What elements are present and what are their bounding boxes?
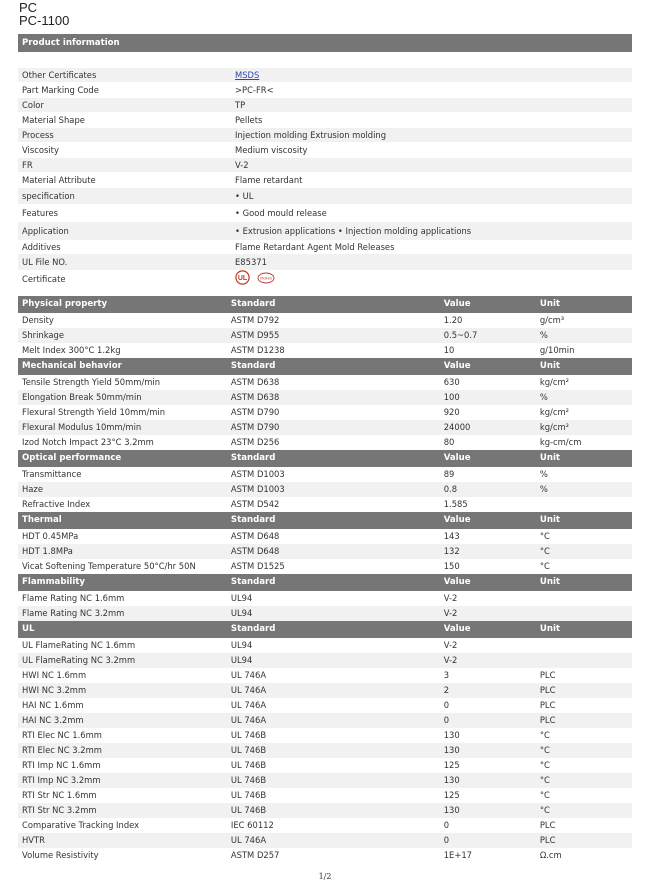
property-standard: ASTM D1003 bbox=[230, 484, 285, 494]
info-row bbox=[18, 222, 632, 240]
document-header bbox=[19, 1, 69, 27]
property-name: UL FlameRating NC 3.2mm bbox=[22, 655, 136, 665]
column-header-unit: Unit bbox=[539, 577, 561, 587]
property-standard: UL 746A bbox=[230, 670, 267, 680]
property-name: RTI Imp NC 3.2mm bbox=[22, 775, 101, 785]
property-row bbox=[18, 743, 632, 758]
property-standard: UL 746A bbox=[230, 715, 267, 725]
property-unit: kg/cm² bbox=[539, 422, 569, 432]
property-row bbox=[18, 390, 632, 405]
property-standard: ASTM D1003 bbox=[230, 469, 285, 479]
property-unit: °C bbox=[539, 546, 550, 556]
info-value: Pellets bbox=[235, 115, 263, 125]
column-header-standard: Standard bbox=[230, 515, 276, 525]
property-value: 130 bbox=[443, 805, 460, 815]
column-header-value: Value bbox=[443, 361, 471, 371]
property-unit: °C bbox=[539, 790, 550, 800]
property-row bbox=[18, 529, 632, 544]
property-unit: % bbox=[539, 484, 548, 494]
property-unit: °C bbox=[539, 745, 550, 755]
property-name: HWI NC 3.2mm bbox=[22, 685, 87, 695]
property-row bbox=[18, 375, 632, 390]
property-name: Shrinkage bbox=[22, 330, 65, 340]
column-header-unit: Unit bbox=[539, 453, 561, 463]
property-standard: UL94 bbox=[230, 640, 253, 650]
property-row bbox=[18, 482, 632, 497]
info-label: Process bbox=[22, 130, 54, 140]
property-row bbox=[18, 773, 632, 788]
property-name: Flame Rating NC 1.6mm bbox=[22, 593, 125, 603]
material-title: PC bbox=[19, 0, 38, 15]
column-header-value: Value bbox=[443, 577, 471, 587]
property-value: 920 bbox=[443, 407, 460, 417]
property-name: Flexural Modulus 10mm/min bbox=[22, 422, 142, 432]
property-value: V-2 bbox=[443, 608, 458, 618]
property-name: Refractive Index bbox=[22, 499, 91, 509]
property-value: 80 bbox=[443, 437, 455, 447]
info-row bbox=[18, 204, 632, 222]
section-header bbox=[18, 512, 632, 529]
svg-text:UL: UL bbox=[237, 275, 248, 283]
property-name: RTI Str NC 1.6mm bbox=[22, 790, 97, 800]
property-value: 0 bbox=[443, 700, 450, 710]
property-unit: Ω.cm bbox=[539, 850, 562, 860]
property-name: Density bbox=[22, 315, 54, 325]
info-label: Certificate bbox=[22, 274, 66, 284]
property-value: 0.8 bbox=[443, 484, 458, 494]
section-title: Thermal bbox=[22, 515, 62, 525]
info-row bbox=[18, 98, 632, 112]
property-name: Volume Resistivity bbox=[22, 850, 99, 860]
property-value: 150 bbox=[443, 561, 460, 571]
property-unit: % bbox=[539, 330, 548, 340]
property-name: RTI Imp NC 1.6mm bbox=[22, 760, 101, 770]
property-name: Flexural Strength Yield 10mm/min bbox=[22, 407, 166, 417]
property-unit bbox=[536, 638, 632, 653]
column-header-unit: Unit bbox=[539, 515, 561, 525]
property-value: 143 bbox=[443, 531, 460, 541]
property-standard: UL 746A bbox=[230, 835, 267, 845]
section-title: Physical property bbox=[22, 299, 108, 309]
property-unit: % bbox=[539, 392, 548, 402]
property-value: V-2 bbox=[443, 655, 458, 665]
info-row bbox=[18, 112, 632, 128]
property-standard: ASTM D648 bbox=[230, 546, 280, 556]
property-row bbox=[18, 758, 632, 773]
info-value: E85371 bbox=[235, 257, 267, 267]
property-unit: °C bbox=[539, 561, 550, 571]
info-row bbox=[18, 172, 632, 188]
info-value: >PC-FR< bbox=[235, 85, 274, 95]
property-name: HDT 1.8MPa bbox=[22, 546, 73, 556]
info-label: Material Attribute bbox=[22, 175, 96, 185]
info-value: Medium viscosity bbox=[235, 145, 308, 155]
property-value: 130 bbox=[443, 730, 460, 740]
property-standard: UL94 bbox=[230, 593, 253, 603]
property-row bbox=[18, 668, 632, 683]
property-value: 125 bbox=[443, 760, 460, 770]
property-row bbox=[18, 728, 632, 743]
property-value: 3 bbox=[443, 670, 450, 680]
info-value: Flame Retardant Agent Mold Releases bbox=[235, 242, 395, 252]
property-value: 0 bbox=[443, 715, 450, 725]
property-value: 24000 bbox=[443, 422, 471, 432]
property-value: 125 bbox=[443, 790, 460, 800]
property-unit: kg-cm/cm bbox=[539, 437, 582, 447]
info-label: Part Marking Code bbox=[22, 85, 99, 95]
property-row bbox=[18, 698, 632, 713]
property-unit: kg/cm² bbox=[539, 377, 569, 387]
property-unit bbox=[536, 591, 632, 606]
property-name: Melt Index 300°C 1.2kg bbox=[22, 345, 121, 355]
info-row bbox=[18, 142, 632, 158]
info-value: V-2 bbox=[235, 160, 249, 170]
property-row bbox=[18, 606, 632, 621]
property-unit: °C bbox=[539, 775, 550, 785]
property-row bbox=[18, 638, 632, 653]
property-value: 130 bbox=[443, 745, 460, 755]
column-header-value: Value bbox=[443, 515, 471, 525]
column-header-standard: Standard bbox=[230, 577, 276, 587]
property-value: 1E+17 bbox=[443, 850, 472, 860]
property-unit: PLC bbox=[539, 835, 556, 845]
property-row bbox=[18, 559, 632, 574]
info-value: Injection molding Extrusion molding bbox=[235, 130, 387, 140]
property-standard: ASTM D1525 bbox=[230, 561, 285, 571]
ul-logo-icon bbox=[235, 270, 250, 288]
property-row bbox=[18, 713, 632, 728]
property-standard: ASTM D955 bbox=[230, 330, 280, 340]
info-row bbox=[18, 82, 632, 98]
property-name: Transmittance bbox=[22, 469, 82, 479]
property-row bbox=[18, 405, 632, 420]
property-name: HDT 0.45MPa bbox=[22, 531, 79, 541]
section-header bbox=[18, 450, 632, 467]
property-value: 2 bbox=[443, 685, 450, 695]
property-unit: % bbox=[539, 469, 548, 479]
section-title: UL bbox=[22, 624, 35, 634]
property-name: Izod Notch Impact 23°C 3.2mm bbox=[22, 437, 154, 447]
property-value: 1.585 bbox=[443, 499, 468, 509]
info-value: • Good mould release bbox=[235, 208, 327, 218]
info-label: UL File NO. bbox=[22, 257, 68, 267]
property-name: UL FlameRating NC 1.6mm bbox=[22, 640, 136, 650]
property-name: Elongation Break 50mm/min bbox=[22, 392, 142, 402]
section-header bbox=[18, 621, 632, 638]
column-header-value: Value bbox=[443, 453, 471, 463]
page-indicator: 1/2 bbox=[318, 872, 332, 881]
property-row bbox=[18, 435, 632, 450]
info-label: Material Shape bbox=[22, 115, 85, 125]
property-standard: ASTM D256 bbox=[230, 437, 280, 447]
property-unit: PLC bbox=[539, 685, 556, 695]
section-header bbox=[18, 574, 632, 591]
grade-title: PC-1100 bbox=[19, 13, 70, 28]
property-row bbox=[18, 788, 632, 803]
info-label: Color bbox=[22, 100, 44, 110]
property-standard: ASTM D792 bbox=[230, 315, 280, 325]
property-standard: ASTM D638 bbox=[230, 377, 280, 387]
info-label: Application bbox=[22, 226, 69, 236]
property-name: HWI NC 1.6mm bbox=[22, 670, 87, 680]
property-standard: ASTM D648 bbox=[230, 531, 280, 541]
info-label: Viscosity bbox=[22, 145, 59, 155]
property-standard: ASTM D790 bbox=[230, 422, 280, 432]
property-standard: ASTM D542 bbox=[230, 499, 280, 509]
property-unit: PLC bbox=[539, 670, 556, 680]
info-row bbox=[18, 128, 632, 142]
property-unit: g/cm³ bbox=[539, 315, 565, 325]
property-standard: ASTM D638 bbox=[230, 392, 280, 402]
property-value: 130 bbox=[443, 775, 460, 785]
property-name: Vicat Softening Temperature 50°C/hr 50N bbox=[22, 561, 196, 571]
info-row bbox=[18, 158, 632, 172]
property-name: Comparative Tracking Index bbox=[22, 820, 140, 830]
property-row bbox=[18, 653, 632, 668]
info-value: • Extrusion applications • Injection molding applications bbox=[235, 226, 472, 236]
property-standard: IEC 60112 bbox=[230, 820, 274, 830]
property-row bbox=[18, 420, 632, 435]
info-row bbox=[18, 254, 632, 270]
property-row bbox=[18, 544, 632, 559]
msds-link[interactable]: MSDS bbox=[235, 70, 260, 80]
info-value: • UL bbox=[235, 191, 254, 201]
property-row bbox=[18, 818, 632, 833]
property-name: Tensile Strength Yield 50mm/min bbox=[22, 377, 161, 387]
property-row bbox=[18, 328, 632, 343]
section-header bbox=[18, 296, 632, 313]
property-standard: UL94 bbox=[230, 655, 253, 665]
property-value: 100 bbox=[443, 392, 460, 402]
property-standard: UL 746B bbox=[230, 745, 267, 755]
property-row bbox=[18, 313, 632, 328]
property-row bbox=[18, 467, 632, 482]
product-info-header: Product information bbox=[18, 34, 632, 52]
info-row bbox=[18, 270, 632, 288]
property-standard: UL 746A bbox=[230, 685, 267, 695]
rohs-logo-icon bbox=[257, 272, 275, 289]
property-name: RTI Elec NC 1.6mm bbox=[22, 730, 102, 740]
certificate-logos bbox=[231, 270, 535, 288]
property-unit: PLC bbox=[539, 700, 556, 710]
property-standard: ASTM D257 bbox=[230, 850, 280, 860]
property-standard: UL 746B bbox=[230, 760, 267, 770]
info-value[interactable] bbox=[231, 68, 625, 82]
property-unit: kg/cm² bbox=[539, 407, 569, 417]
property-unit: °C bbox=[539, 730, 550, 740]
property-name: HVTR bbox=[22, 835, 45, 845]
property-name: RTI Str NC 3.2mm bbox=[22, 805, 97, 815]
property-standard: UL 746B bbox=[230, 805, 267, 815]
property-standard: UL 746B bbox=[230, 775, 267, 785]
property-name: RTI Elec NC 3.2mm bbox=[22, 745, 102, 755]
property-unit bbox=[536, 497, 632, 512]
column-header-value: Value bbox=[443, 624, 471, 634]
property-value: 132 bbox=[443, 546, 460, 556]
property-name: HAI NC 1.6mm bbox=[22, 700, 84, 710]
info-value: TP bbox=[235, 100, 246, 110]
property-value: V-2 bbox=[443, 593, 458, 603]
info-row bbox=[18, 68, 632, 82]
property-unit: PLC bbox=[539, 820, 556, 830]
property-unit bbox=[536, 606, 632, 621]
column-header-value: Value bbox=[443, 299, 471, 309]
property-value: 0.5~0.7 bbox=[443, 330, 478, 340]
property-standard: UL 746B bbox=[230, 790, 267, 800]
info-label: FR bbox=[22, 160, 33, 170]
property-tables bbox=[18, 296, 632, 863]
info-row bbox=[18, 188, 632, 204]
section-title: Flammability bbox=[22, 577, 86, 587]
property-row bbox=[18, 803, 632, 818]
property-unit bbox=[536, 653, 632, 668]
column-header-standard: Standard bbox=[230, 361, 276, 371]
product-info-section bbox=[18, 34, 632, 52]
property-name: Haze bbox=[22, 484, 43, 494]
property-row bbox=[18, 683, 632, 698]
property-unit: PLC bbox=[539, 715, 556, 725]
property-unit: g/10min bbox=[539, 345, 575, 355]
property-unit: °C bbox=[539, 531, 550, 541]
property-value: 1.20 bbox=[443, 315, 463, 325]
section-title: Optical performance bbox=[22, 453, 122, 463]
info-label: specification bbox=[22, 191, 75, 201]
column-header-unit: Unit bbox=[539, 299, 561, 309]
svg-text:ROHS: ROHS bbox=[260, 275, 272, 281]
property-row bbox=[18, 497, 632, 512]
property-name: HAI NC 3.2mm bbox=[22, 715, 84, 725]
info-label: Additives bbox=[22, 242, 61, 252]
info-label: Other Certificates bbox=[22, 70, 97, 80]
column-header-standard: Standard bbox=[230, 453, 276, 463]
column-header-standard: Standard bbox=[230, 624, 276, 634]
property-row bbox=[18, 848, 632, 863]
section-title: Mechanical behavior bbox=[22, 361, 122, 371]
property-unit: °C bbox=[539, 760, 550, 770]
property-standard: UL94 bbox=[230, 608, 253, 618]
property-row bbox=[18, 591, 632, 606]
property-name: Flame Rating NC 3.2mm bbox=[22, 608, 125, 618]
property-value: V-2 bbox=[443, 640, 458, 650]
info-row bbox=[18, 240, 632, 254]
property-standard: ASTM D1238 bbox=[230, 345, 285, 355]
column-header-unit: Unit bbox=[539, 624, 561, 634]
info-value: Flame retardant bbox=[235, 175, 303, 185]
property-value: 89 bbox=[443, 469, 455, 479]
property-row bbox=[18, 343, 632, 358]
product-info-table bbox=[18, 68, 632, 288]
info-label: Features bbox=[22, 208, 59, 218]
property-standard: UL 746B bbox=[230, 730, 267, 740]
property-value: 10 bbox=[443, 345, 455, 355]
property-unit: °C bbox=[539, 805, 550, 815]
property-row bbox=[18, 833, 632, 848]
property-standard: UL 746A bbox=[230, 700, 267, 710]
property-value: 0 bbox=[443, 820, 450, 830]
section-header bbox=[18, 358, 632, 375]
column-header-standard: Standard bbox=[230, 299, 276, 309]
property-value: 630 bbox=[443, 377, 460, 387]
column-header-unit: Unit bbox=[539, 361, 561, 371]
property-value: 0 bbox=[443, 835, 450, 845]
property-standard: ASTM D790 bbox=[230, 407, 280, 417]
